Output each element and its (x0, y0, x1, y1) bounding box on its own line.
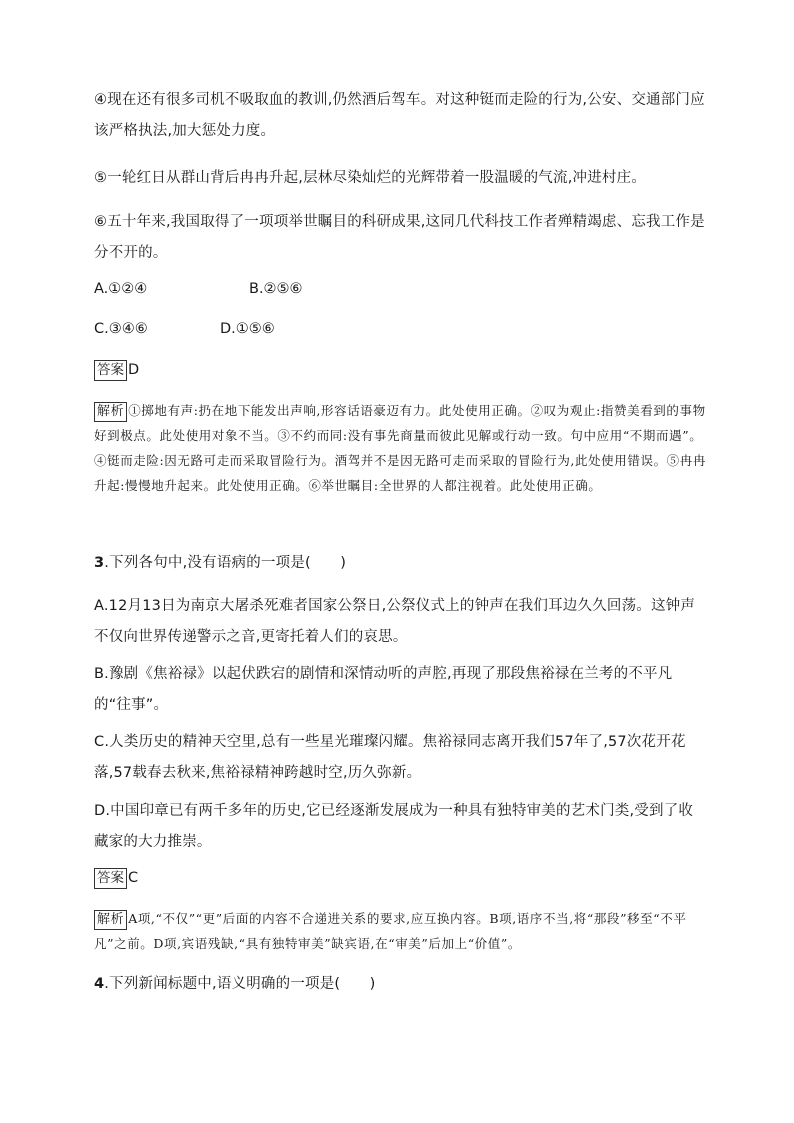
q3-explanation (94, 906, 706, 956)
question-text: .下列各句中,没有语病的一项是( ) (104, 555, 347, 571)
question-number: 4 (94, 976, 105, 992)
sentence-6: ⑥五十年来,我国取得了一项项举世瞩目的科研成果,这同几代科技工作者殚精竭虑、忘我工作是分不开的。 (94, 214, 705, 261)
explanation-tag: 解析 (94, 402, 127, 422)
q2-options-row-1 (94, 274, 303, 305)
q2-option-d: D.①⑤⑥ (220, 321, 275, 337)
explanation-text: ①掷地有声:扔在地下能发出声响,形容话语豪迈有力。此处使用正确。②叹为观止:指赞美看到的事物好到极点。此处使用对象不当。③不约而同:没有事先商量而彼此见解或行动一致。句中应用“不期而遇”。④铤而走险:因无路可走而采取冒险行为。酒驾并不是因无路可走而采取的冒险行为,此处使用错误。⑤冉冉升起:慢慢地升起来。此处使用正确。⑥举世瞩目:全世界的人都注视着。此处使用正确。 (94, 403, 706, 493)
sentence-4: ④现在还有很多司机不吸取血的教训,仍然酒后驾车。对这种铤而走险的行为,公安、交通部门应该严格执法,加大惩处力度。 (94, 92, 705, 139)
q2-option-a: A.①②④ (94, 281, 148, 297)
answer-tag: 答案 (94, 868, 127, 889)
explanation-tag: 解析 (94, 910, 127, 930)
q4-stem (94, 969, 706, 1000)
question-number: 3 (94, 555, 105, 571)
q3-option-b: B.豫剧《焦裕禄》以起伏跌宕的剧情和深情动听的声腔,再现了那段焦裕禄在兰考的不平凡的“往事”。 (94, 666, 673, 713)
q3-option-c: C.人类历史的精神天空里,总有一些星光璀璨闪耀。焦裕禄同志离开我们57年了,57次花开花落,57载春去秋来,焦裕禄精神跨越时空,历久弥新。 (94, 734, 686, 781)
q2-options-row-2 (94, 314, 275, 345)
q3-option-d: D.中国印章已有两千多年的历史,它已经逐渐发展成为一种具有独特审美的艺术门类,受到了收藏家的大力推崇。 (94, 803, 694, 850)
q3-option-a: A.12月13日为南京大屠杀死难者国家公祭日,公祭仪式上的钟声在我们耳边久久回荡。这钟声不仅向世界传递警示之音,更寄托着人们的哀思。 (94, 598, 696, 645)
answer-value: D (128, 362, 140, 378)
q3-answer (94, 866, 138, 890)
q2-option-b: B.②⑤⑥ (249, 281, 303, 297)
answer-tag: 答案 (94, 360, 127, 381)
q3-stem (94, 548, 706, 579)
answer-value: C (128, 870, 139, 886)
q2-option-c: C.③④⑥ (94, 321, 148, 337)
sentence-5: ⑤一轮红日从群山背后冉冉升起,层林尽染灿烂的光辉带着一股温暖的气流,冲进村庄。 (94, 170, 647, 186)
question-text: .下列新闻标题中,语义明确的一项是( ) (104, 976, 376, 992)
explanation-text: A项,“不仅”“更”后面的内容不合递进关系的要求,应互换内容。B项,语序不当,将“那段”移至“不平凡”之前。D项,宾语残缺,“具有独特审美”缺宾语,在“审美”后加上“价值”。 (94, 911, 687, 951)
q2-answer (94, 358, 139, 382)
q2-explanation (94, 398, 706, 498)
